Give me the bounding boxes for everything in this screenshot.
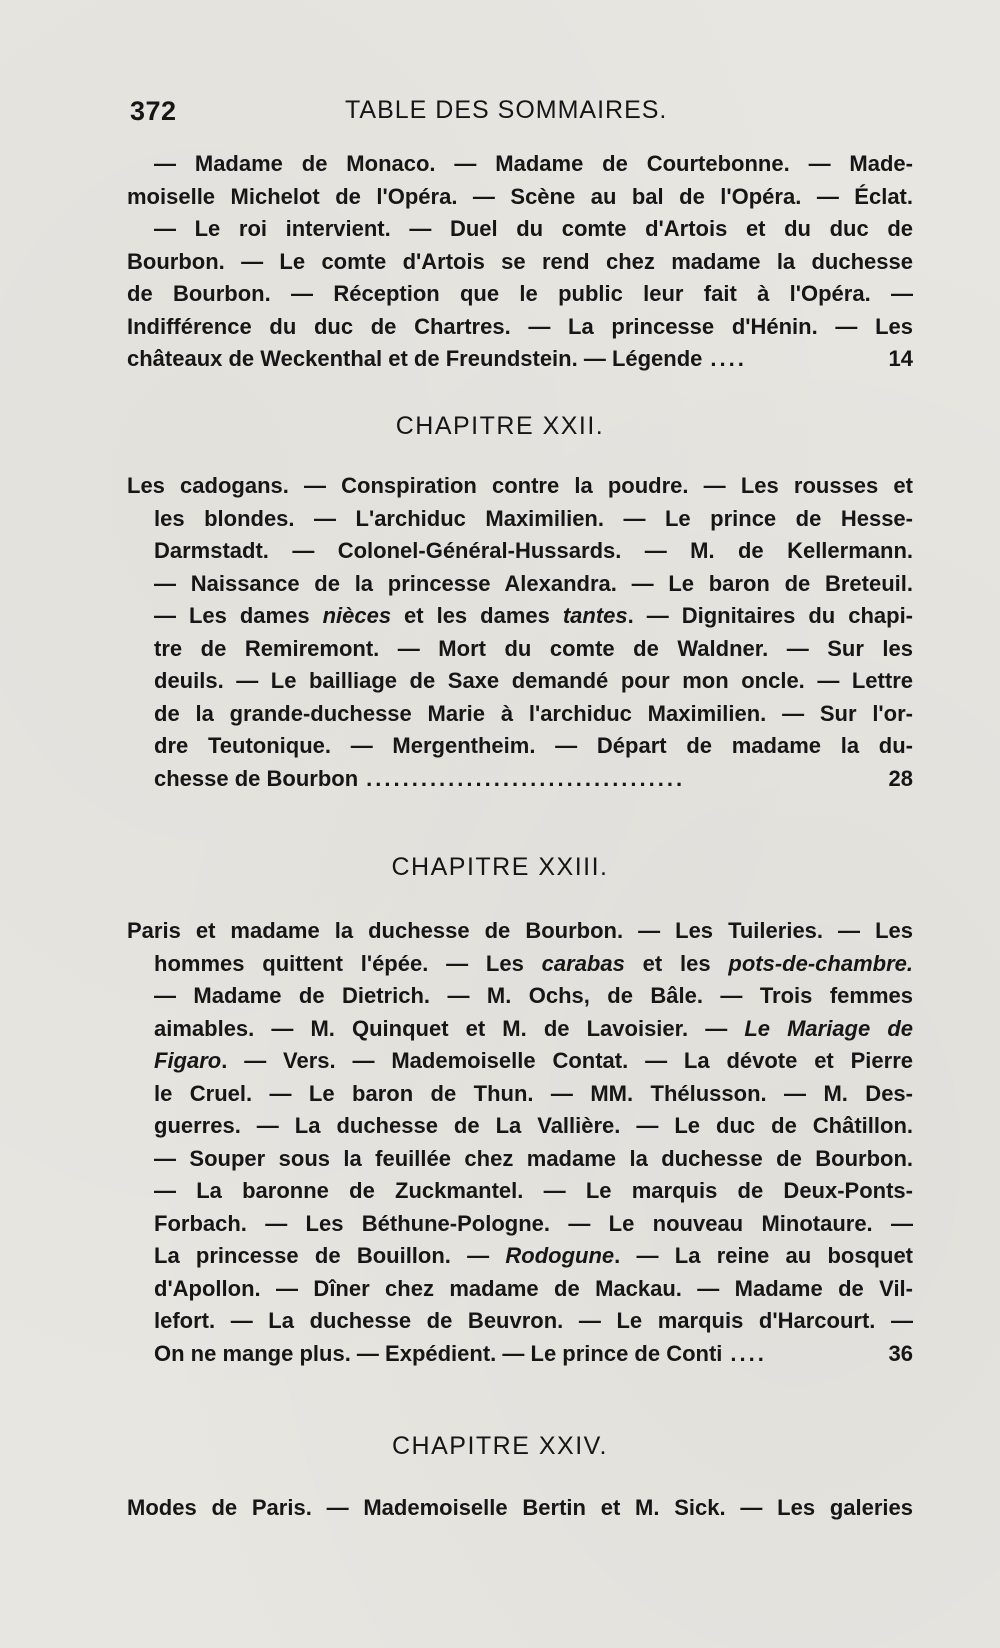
summary-line: le Cruel. — Le baron de Thun. — MM. Thélusson. — M. Des-	[154, 1080, 913, 1106]
chapter-heading: CHAPITRE XXII.	[395, 412, 605, 440]
running-title: TABLE DES SOMMAIRES.	[345, 96, 668, 124]
summary-continued	[127, 148, 913, 376]
summary-line: de la grande-duchesse Marie à l'archiduc Maximilien. — Sur l'or-	[154, 700, 913, 726]
summary-line	[127, 1240, 913, 1273]
italic-text: pots-de-chambre.	[728, 950, 913, 976]
italic-text: carabas	[541, 950, 625, 976]
page-reference: 14	[888, 346, 913, 371]
summary-line: — Madame de Dietrich. — M. Ochs, de Bâle. — Trois femmes	[154, 983, 913, 1008]
summary-line: Modes de Paris. — Mademoiselle Bertin et M. Sick. — Les galeries	[127, 1495, 913, 1520]
italic-text: Le Mariage de	[744, 1015, 913, 1041]
summary-line: — Le roi intervient. — Duel du comte d'Artois et du duc de	[154, 216, 913, 241]
leader-dots: ....	[710, 346, 747, 371]
text-run: hommes quittent l'épée. — Les	[154, 950, 542, 976]
text-run: aimables. — M. Quinquet et M. de Lavoisier. —	[154, 1015, 745, 1041]
summary-last-line	[127, 1338, 913, 1371]
summary-line: guerres. — La duchesse de La Vallière. — Le duc de Châtillon.	[154, 1113, 913, 1138]
summary-line	[127, 948, 913, 981]
text-run: et les	[624, 950, 729, 976]
summary-line: moiselle Michelot de l'Opéra. — Scène au bal de l'Opéra. — Éclat.	[127, 183, 913, 209]
summary-line-text: chesse de Bourbon	[154, 765, 359, 791]
summary-line: Indifférence du duc de Chartres. — La princesse d'Hénin. — Les	[127, 313, 913, 339]
chapter-summary	[127, 1492, 913, 1525]
text-run: — Les dames	[154, 603, 323, 628]
italic-text: tantes	[562, 603, 628, 628]
summary-line: — La baronne de Zuckmantel. — Le marquis de Deux-Ponts-	[154, 1178, 913, 1203]
summary-line: dre Teutonique. — Mergentheim. — Départ de madame la du-	[154, 733, 913, 758]
summary-line: Les cadogans. — Conspiration contre la poudre. — Les rousses et	[127, 473, 913, 498]
summary-line: tre de Remiremont. — Mort du comte de Waldner. — Sur les	[154, 635, 913, 661]
page-number: 372	[130, 96, 177, 126]
summary-line	[127, 1013, 913, 1046]
summary-last-line	[127, 343, 913, 376]
page-reference: 36	[888, 1340, 913, 1366]
chapter-heading: CHAPITRE XXIV.	[392, 1432, 608, 1460]
summary-line: — Souper sous la feuillée chez madame la duchesse de Bourbon.	[154, 1145, 913, 1171]
leader-dots: ....	[730, 1340, 767, 1366]
summary-line: deuils. — Le bailliage de Saxe demandé pour mon oncle. — Lettre	[154, 668, 913, 693]
summary-line-text: châteaux de Weckenthal et de Freundstein. — Légende	[127, 346, 703, 371]
summary-line: Paris et madame la duchesse de Bourbon. — Les Tuileries. — Les	[127, 918, 913, 943]
italic-text: Figaro	[154, 1048, 222, 1073]
summary-line: d'Apollon. — Dîner chez madame de Mackau. — Madame de Vil-	[154, 1275, 913, 1301]
leader-dots: ...................................	[366, 765, 686, 791]
summary-line-text: On ne mange plus. — Expédient. — Le prince de Conti	[154, 1340, 723, 1366]
summary-line: de Bourbon. — Réception que le public leur fait à l'Opéra. —	[127, 281, 913, 306]
chapter-summary	[127, 915, 913, 1370]
page-reference: 28	[888, 765, 913, 791]
page-header	[130, 96, 910, 136]
chapter-summary	[127, 470, 913, 795]
text-run: . — Dignitaires du chapi-	[627, 603, 914, 628]
text-run: et les dames	[391, 603, 563, 628]
summary-line: lefort. — La duchesse de Beuvron. — Le marquis d'Harcourt. —	[154, 1308, 913, 1333]
summary-line	[127, 1045, 913, 1078]
italic-text: nièces	[322, 603, 392, 628]
text-run: . — La reine au bosquet	[614, 1243, 913, 1268]
chapter-heading: CHAPITRE XXIII.	[391, 853, 609, 881]
summary-line: — Madame de Monaco. — Madame de Courtebonne. — Made-	[154, 151, 913, 176]
summary-line: — Naissance de la princesse Alexandra. — Le baron de Breteuil.	[154, 570, 913, 596]
text-run: . — Vers. — Mademoiselle Contat. — La dévote et Pierre	[221, 1048, 913, 1073]
summary-line	[127, 600, 913, 633]
text-run: La princesse de Bouillon. —	[154, 1243, 506, 1268]
summary-last-line	[127, 763, 913, 796]
summary-line: Forbach. — Les Béthune-Pologne. — Le nouveau Minotaure. —	[154, 1210, 913, 1236]
summary-line: les blondes. — L'archiduc Maximilien. — Le prince de Hesse-	[154, 505, 913, 531]
italic-text: Rodogune	[505, 1243, 615, 1268]
summary-line: Darmstadt. — Colonel-Général-Hussards. — M. de Kellermann.	[154, 538, 913, 563]
summary-line: Bourbon. — Le comte d'Artois se rend chez madame la duchesse	[127, 248, 913, 274]
